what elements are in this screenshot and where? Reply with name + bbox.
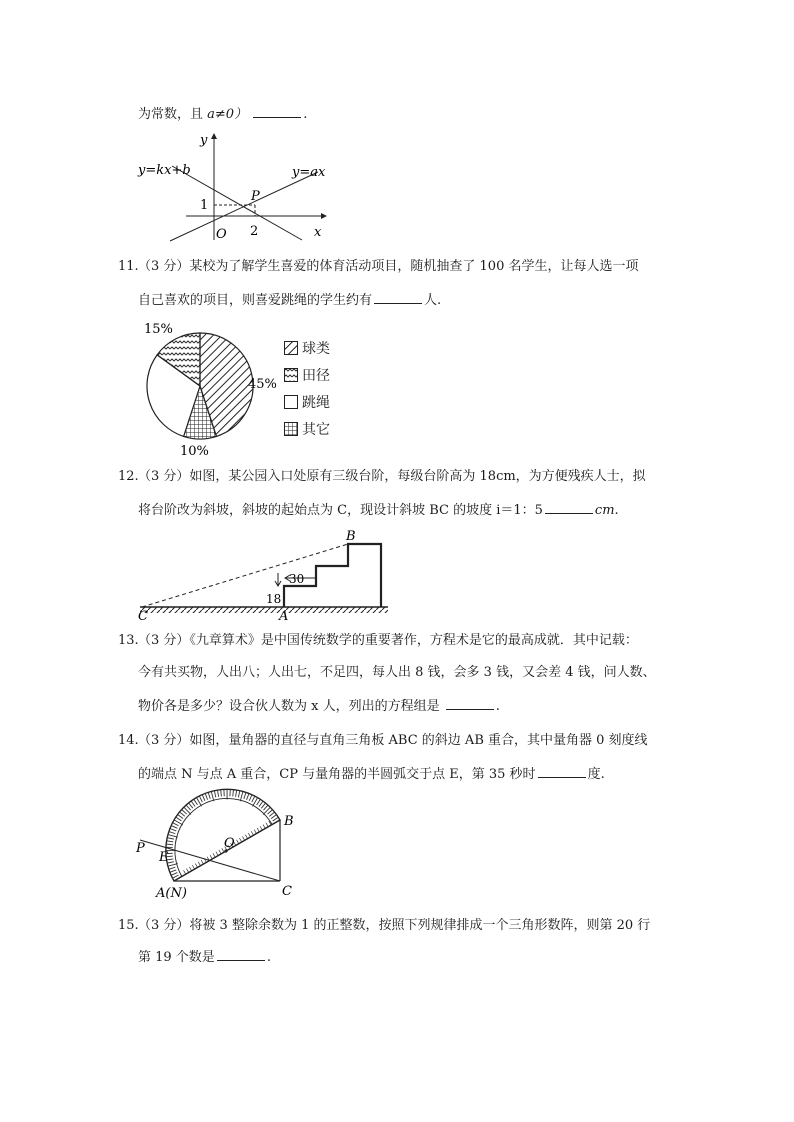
q13-line2: 今有共买物，人出八；人出七，不足四，每人出 8 钱，会多 3 钱，又会差 4 钱，问人数、: [138, 665, 656, 680]
q10-origin-label: O: [216, 227, 227, 242]
q14-label-a: A(N): [156, 886, 187, 901]
q11-line2: [138, 290, 441, 310]
q14-label-p: P: [136, 841, 145, 856]
q10-x-label: x: [314, 225, 322, 240]
q10-condition: a≠0）: [207, 107, 248, 122]
legend-item-other: [284, 415, 330, 442]
q11-legend: [284, 334, 330, 442]
q14-line2b: 度.: [587, 767, 605, 782]
legend-swatch-grid: [284, 422, 298, 436]
q13-number: 13.: [118, 633, 139, 648]
q14-line2a: 的端点 N 与点 A 重合，CP 与量角器的半圆弧交于点 E，第 35 秒时: [138, 767, 536, 782]
q14-label-e: E: [159, 850, 169, 865]
q10-ytick-label: 1: [200, 198, 209, 213]
q10-line1-label: y=kx+b: [138, 163, 191, 178]
q14-line1: （3 分）如图，量角器的直径与直角三角板 ABC 的斜边 AB 重合，其中量角器 0 刻度线: [138, 733, 648, 748]
q10-tail-line: [138, 104, 307, 124]
q12-line2: [138, 500, 619, 520]
q10-xtick-label: 2: [250, 224, 259, 239]
q11-pie-label-10: 10%: [180, 444, 209, 459]
q10-answer-blank[interactable]: [253, 104, 301, 118]
q13-line1: （3 分）《九章算术》是中国传统数学的重要著作，方程术是它的最高成就．其中记载：: [138, 633, 638, 648]
legend-item-track: [284, 361, 330, 388]
q10-y-label: y: [200, 133, 208, 148]
q15-answer-blank[interactable]: [217, 947, 265, 961]
q11-pie-chart: [130, 316, 277, 459]
q12-label-30: 30: [289, 572, 305, 586]
legend-swatch-wave: [284, 368, 298, 382]
q12-line1: （3 分）如图，某公园入口处原有三级台阶，每级台阶高为 18cm，为方便残疾人士，拟: [138, 469, 646, 484]
q15-line1: （3 分）将被 3 整除余数为 1 的正整数，按照下列规律排成一个三角形数阵，则第 20 行: [138, 918, 651, 933]
legend-item-ball: [284, 334, 330, 361]
q11-line1: （3 分）某校为了解学生喜爱的体育活动项目，随机抽查了 100 名学生，让每人选一项: [138, 259, 639, 274]
q12-label-b: B: [346, 529, 356, 544]
q12-label-c: C: [138, 609, 148, 624]
q14-answer-blank[interactable]: [538, 764, 586, 778]
q10-line-kxb: [172, 166, 302, 240]
q12-ground-hatch: [140, 607, 388, 613]
q12-number: 12.: [118, 469, 139, 484]
q11-pie-slices: [147, 333, 253, 439]
q12-line2a: 将台阶改为斜坡，斜坡的起始点为 C，现设计斜坡 BC 的坡度 i＝1：5: [138, 503, 543, 518]
q11-line2a: 自己喜欢的项目，则喜爱跳绳的学生约有: [138, 293, 373, 308]
q14-number: 14.: [118, 733, 139, 748]
legend-label-track: 田径: [302, 367, 330, 384]
q11-answer-blank[interactable]: [374, 290, 422, 304]
q10-line-ax: [170, 172, 318, 241]
q12-label-a: A: [279, 609, 289, 624]
q12-answer-blank[interactable]: [545, 500, 593, 514]
q11-line2b: 人.: [424, 293, 442, 308]
q15-line2b: .: [266, 950, 271, 965]
q13-answer-blank[interactable]: [446, 696, 494, 710]
legend-swatch-hatch: [284, 341, 298, 355]
legend-swatch-blank: [284, 395, 298, 409]
q11-pie-label-45: 45%: [248, 377, 277, 392]
q13-line3a: 物价各是多少？设合伙人数为 x 人，列出的方程组是: [138, 699, 440, 714]
q15-line2a: 第 19 个数是: [138, 950, 215, 965]
q14-label-o: O: [224, 836, 235, 851]
q10-point-label: P: [251, 189, 260, 204]
q14-label-b: B: [284, 814, 294, 829]
q10-line2-label: y=ax: [292, 165, 326, 180]
q14-protractor-figure: [134, 780, 324, 900]
q15-line2: [138, 947, 271, 967]
q13-line3b: .: [495, 699, 500, 714]
q10-end: .: [303, 107, 308, 122]
q11-number: 11.: [118, 259, 139, 274]
q15-number: 15.: [118, 918, 139, 933]
q10-tail-text: 为常数，且: [138, 107, 204, 122]
q12-stair-figure: [136, 526, 396, 624]
legend-label-rope: 跳绳: [302, 394, 330, 411]
q13-line3: [138, 696, 500, 716]
legend-label-other: 其它: [302, 421, 330, 438]
q14-label-c: C: [282, 884, 292, 899]
q12-line2b: cm.: [594, 503, 619, 518]
q10-graph: [138, 128, 338, 243]
q11-pie-label-15: 15%: [144, 322, 173, 337]
legend-item-rope: [284, 388, 330, 415]
legend-label-ball: 球类: [302, 340, 330, 357]
q12-label-18: 18: [266, 592, 282, 606]
